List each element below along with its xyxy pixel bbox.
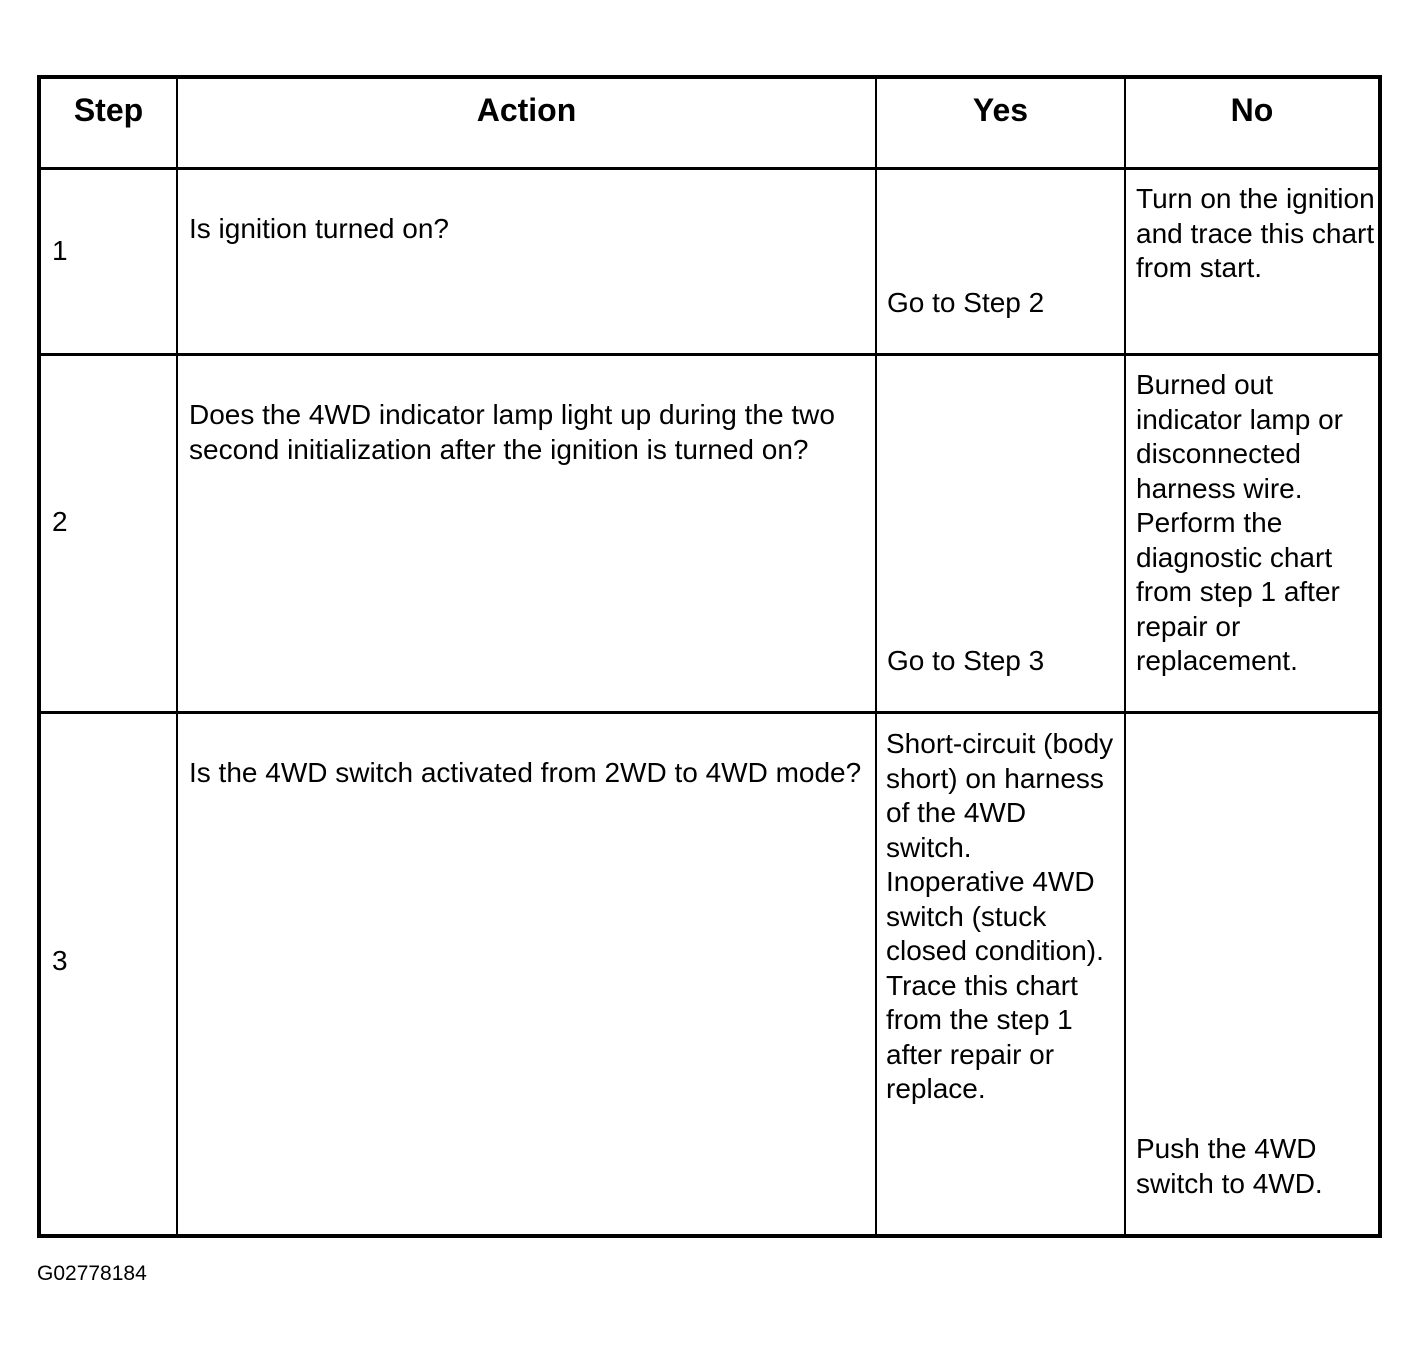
row-1-no: Turn on the ignition and trace this chart from start. <box>1136 183 1375 283</box>
row-1-step: 1 <box>52 235 68 266</box>
column-divider <box>1124 79 1126 1234</box>
header-no: No <box>1230 92 1274 128</box>
row-1-yes: Go to Step 2 <box>887 287 1045 318</box>
row-2-yes: Go to Step 3 <box>887 645 1045 676</box>
row-3-yes-paragraph: Short-circuit (body short) on harness of the 4WD switch. <box>886 728 1114 863</box>
row-2-step: 2 <box>52 506 68 537</box>
column-divider <box>875 79 877 1234</box>
row-3-step: 3 <box>52 945 68 976</box>
row-3-yes <box>886 727 1116 1107</box>
row-divider <box>41 167 1378 170</box>
row-3-action: Is the 4WD switch activated from 2WD to 4WD mode? <box>189 757 862 788</box>
row-2-action: Does the 4WD indicator lamp light up during the two second initialization after the ignition is turned on? <box>189 399 835 465</box>
header-action: Action <box>476 92 577 128</box>
row-2-no: Burned out indicator lamp or disconnected harness wire. Perform the diagnostic chart from step 1 after repair or replacement. <box>1136 369 1343 676</box>
row-3-yes-paragraph: Inoperative 4WD switch (stuck closed condition). <box>886 866 1104 966</box>
row-divider <box>41 711 1378 714</box>
column-divider <box>176 79 178 1234</box>
row-3-no: Push the 4WD switch to 4WD. <box>1136 1133 1323 1199</box>
row-1-action: Is ignition turned on? <box>189 213 449 244</box>
diagnostic-table <box>37 75 1382 1238</box>
row-3-yes-paragraph: Trace this chart from the step 1 after repair or replace. <box>886 969 1078 1104</box>
figure-id: G02778184 <box>37 1262 147 1285</box>
row-divider <box>41 353 1378 356</box>
header-step: Step <box>73 92 144 128</box>
header-yes: Yes <box>972 92 1029 128</box>
